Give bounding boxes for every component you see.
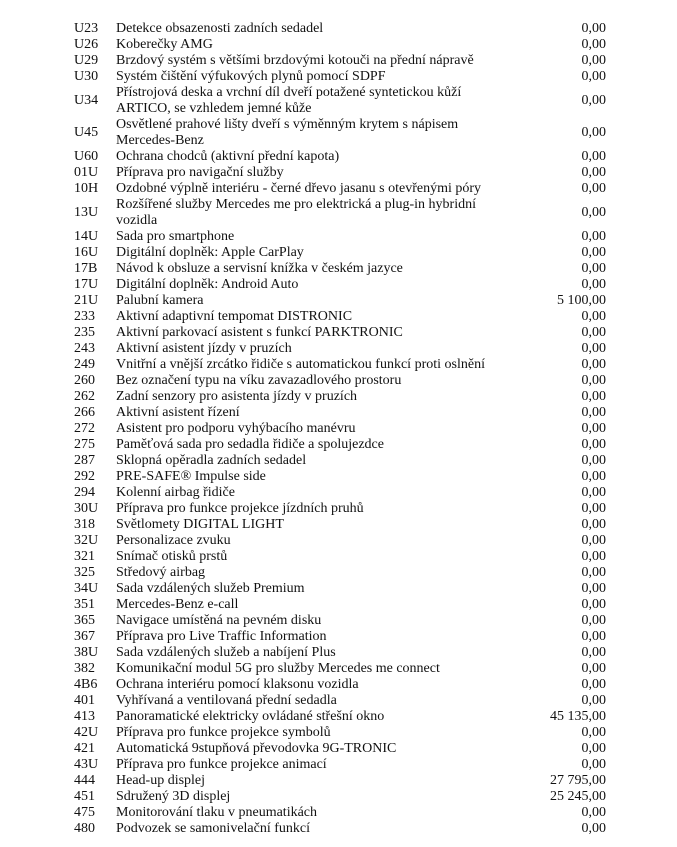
table-row	[74, 245, 606, 261]
option-price: 0,00	[581, 421, 606, 436]
option-price: 0,00	[581, 469, 606, 484]
option-price: 0,00	[581, 205, 606, 220]
option-description: Světlomety DIGITAL LIGHT	[116, 517, 284, 532]
option-code: 294	[74, 485, 95, 500]
table-row	[74, 565, 606, 581]
option-price: 0,00	[581, 405, 606, 420]
option-code: U60	[74, 149, 99, 164]
option-description: Digitální doplněk: Android Auto	[116, 277, 299, 292]
option-description: Personalizace zvuku	[116, 533, 231, 548]
table-row	[74, 821, 606, 837]
table-row	[74, 341, 606, 357]
option-description: Přístrojová deska a vrchní díl dveří potažené syntetickou kůží ARTICO, se vzhledem jemné kůže	[116, 85, 462, 116]
option-price: 0,00	[581, 581, 606, 596]
option-price: 27 795,00	[550, 773, 606, 788]
option-description: Podvozek se samonivelační funkcí	[116, 821, 311, 836]
option-price: 0,00	[581, 341, 606, 356]
option-price: 0,00	[581, 661, 606, 676]
option-price: 0,00	[581, 69, 606, 84]
table-row	[74, 453, 606, 469]
table-row	[74, 485, 606, 501]
table-row	[74, 389, 606, 405]
option-code: 382	[74, 661, 95, 676]
option-description: Paměťová sada pro sedadla řidiče a spolujezdce	[116, 437, 384, 452]
option-price: 0,00	[581, 437, 606, 452]
option-description: Asistent pro podporu vyhýbacího manévru	[116, 421, 356, 436]
option-description: PRE-SAFE® Impulse side	[116, 469, 266, 484]
option-description: Navigace umístěná na pevném disku	[116, 613, 322, 628]
option-code: 318	[74, 517, 95, 532]
option-price: 0,00	[581, 565, 606, 580]
option-code: 233	[74, 309, 95, 324]
option-code: 365	[74, 613, 95, 628]
option-code: 275	[74, 437, 95, 452]
option-code: 351	[74, 597, 95, 612]
option-description: Bez označení typu na víku zavazadlového prostoru	[116, 373, 402, 388]
table-row	[74, 69, 606, 85]
option-code: 17U	[74, 277, 99, 292]
option-code: 325	[74, 565, 95, 580]
option-price: 0,00	[581, 389, 606, 404]
option-code: 272	[74, 421, 95, 436]
option-description: Aktivní asistent jízdy v pruzích	[116, 341, 292, 356]
table-row	[74, 533, 606, 549]
table-row	[74, 725, 606, 741]
option-code: U34	[74, 93, 99, 108]
table-row	[74, 597, 606, 613]
option-price: 5 100,00	[557, 293, 606, 308]
option-price: 0,00	[581, 149, 606, 164]
option-description: Příprava pro funkce projekce symbolů	[116, 725, 331, 740]
option-description: Vnitřní a vnější zrcátko řidiče s automatickou funkcí proti oslnění	[116, 357, 485, 372]
table-row	[74, 421, 606, 437]
table-row	[74, 165, 606, 181]
option-price: 0,00	[581, 181, 606, 196]
option-price: 0,00	[581, 21, 606, 36]
option-description: Koberečky AMG	[116, 37, 213, 52]
option-code: 266	[74, 405, 95, 420]
option-price: 25 245,00	[550, 789, 606, 804]
option-description: Osvětlené prahové lišty dveří s výměnným krytem s nápisem Mercedes-Benz	[116, 117, 459, 148]
option-code: 16U	[74, 245, 99, 260]
option-price: 0,00	[581, 821, 606, 836]
option-price: 0,00	[581, 277, 606, 292]
option-code: 32U	[74, 533, 99, 548]
table-row	[74, 117, 606, 149]
option-code: U23	[74, 21, 99, 36]
option-description: Automatická 9stupňová převodovka 9G-TRONIC	[116, 741, 397, 756]
table-row	[74, 373, 606, 389]
option-description: Ochrana interiéru pomocí klaksonu vozidla	[116, 677, 359, 692]
option-price: 0,00	[581, 373, 606, 388]
option-description: Zadní senzory pro asistenta jízdy v pruzích	[116, 389, 358, 404]
option-description: Aktivní parkovací asistent s funkcí PARKTRONIC	[116, 325, 403, 340]
table-row	[74, 661, 606, 677]
option-description: Aktivní asistent řízení	[116, 405, 240, 420]
option-code: 01U	[74, 165, 99, 180]
table-row	[74, 293, 606, 309]
option-price: 0,00	[581, 533, 606, 548]
option-code: 30U	[74, 501, 99, 516]
table-row	[74, 501, 606, 517]
option-code: 42U	[74, 725, 99, 740]
option-description: Komunikační modul 5G pro služby Mercedes me connect	[116, 661, 440, 676]
option-description: Kolenní airbag řidiče	[116, 485, 235, 500]
option-description: Snímač otisků prstů	[116, 549, 228, 564]
option-code: 287	[74, 453, 95, 468]
option-code: 451	[74, 789, 95, 804]
option-code: 43U	[74, 757, 99, 772]
option-description: Rozšířené služby Mercedes me pro elektrická a plug-in hybridní vozidla	[116, 197, 476, 228]
option-description: Mercedes-Benz e-call	[116, 597, 239, 612]
option-description: Panoramatické elektricky ovládané střešní okno	[116, 709, 385, 724]
option-price: 0,00	[581, 261, 606, 276]
option-price: 0,00	[581, 357, 606, 372]
table-row	[74, 21, 606, 37]
table-row	[74, 53, 606, 69]
option-description: Příprava pro Live Traffic Information	[116, 629, 327, 644]
option-description: Příprava pro navigační služby	[116, 165, 284, 180]
options-document	[74, 21, 606, 837]
option-price: 0,00	[581, 693, 606, 708]
equipment-options-table	[74, 21, 606, 837]
table-row	[74, 549, 606, 565]
option-code: U30	[74, 69, 99, 84]
option-price: 0,00	[581, 805, 606, 820]
table-row	[74, 357, 606, 373]
table-row	[74, 709, 606, 725]
option-price: 0,00	[581, 309, 606, 324]
option-description: Ochrana chodců (aktivní přední kapota)	[116, 149, 340, 164]
table-row	[74, 757, 606, 773]
option-price: 0,00	[581, 549, 606, 564]
option-description: Palubní kamera	[116, 293, 204, 308]
option-description: Sdružený 3D displej	[116, 789, 231, 804]
option-description: Sada pro smartphone	[116, 229, 235, 244]
table-row	[74, 229, 606, 245]
table-row	[74, 181, 606, 197]
option-price: 0,00	[581, 629, 606, 644]
table-row	[74, 693, 606, 709]
option-description: Brzdový systém s většími brzdovými kotouči na přední nápravě	[116, 53, 474, 68]
option-price: 0,00	[581, 93, 606, 108]
option-code: 4B6	[74, 677, 98, 692]
option-description: Aktivní adaptivní tempomat DISTRONIC	[116, 309, 353, 324]
option-description: Head-up displej	[116, 773, 206, 788]
option-price: 0,00	[581, 597, 606, 612]
table-row	[74, 261, 606, 277]
table-row	[74, 741, 606, 757]
option-price: 0,00	[581, 645, 606, 660]
option-description: Detekce obsazenosti zadních sedadel	[116, 21, 324, 36]
option-price: 0,00	[581, 757, 606, 772]
option-description: Ozdobné výplně interiéru - černé dřevo jasanu s otevřenými póry	[116, 181, 482, 196]
table-row	[74, 277, 606, 293]
option-code: 38U	[74, 645, 99, 660]
option-code: 235	[74, 325, 95, 340]
table-row	[74, 805, 606, 821]
table-row	[74, 325, 606, 341]
option-description: Digitální doplněk: Apple CarPlay	[116, 245, 304, 260]
option-description: Sada vzdálených služeb a nabíjení Plus	[116, 645, 336, 660]
option-code: 421	[74, 741, 95, 756]
option-code: 413	[74, 709, 95, 724]
table-row	[74, 149, 606, 165]
option-price: 0,00	[581, 485, 606, 500]
option-code: 444	[74, 773, 95, 788]
table-row	[74, 645, 606, 661]
option-description: Sklopná opěradla zadních sedadel	[116, 453, 307, 468]
option-price: 0,00	[581, 37, 606, 52]
option-code: 21U	[74, 293, 99, 308]
option-description: Vyhřívaná a ventilovaná přední sedadla	[116, 693, 337, 708]
option-code: 10H	[74, 181, 99, 196]
table-row	[74, 677, 606, 693]
option-code: 249	[74, 357, 95, 372]
table-row	[74, 405, 606, 421]
option-code: 367	[74, 629, 95, 644]
option-price: 0,00	[581, 229, 606, 244]
option-code: 17B	[74, 261, 98, 276]
option-price: 0,00	[581, 125, 606, 140]
option-description: Příprava pro funkce projekce animací	[116, 757, 327, 772]
option-code: 292	[74, 469, 95, 484]
option-code: 34U	[74, 581, 99, 596]
option-code: U26	[74, 37, 99, 52]
option-code: 401	[74, 693, 95, 708]
option-description: Monitorování tlaku v pneumatikách	[116, 805, 318, 820]
option-description: Návod k obsluze a servisní knížka v českém jazyce	[116, 261, 403, 276]
option-code: 14U	[74, 229, 99, 244]
option-price: 45 135,00	[550, 709, 606, 724]
table-row	[74, 517, 606, 533]
table-row	[74, 789, 606, 805]
option-description: Sada vzdálených služeb Premium	[116, 581, 305, 596]
table-row	[74, 581, 606, 597]
option-code: 243	[74, 341, 95, 356]
option-price: 0,00	[581, 613, 606, 628]
option-code: 260	[74, 373, 95, 388]
option-price: 0,00	[581, 741, 606, 756]
table-row	[74, 309, 606, 325]
option-price: 0,00	[581, 725, 606, 740]
table-row	[74, 613, 606, 629]
option-price: 0,00	[581, 501, 606, 516]
option-code: U29	[74, 53, 99, 68]
option-code: 475	[74, 805, 95, 820]
option-price: 0,00	[581, 53, 606, 68]
option-description: Příprava pro funkce projekce jízdních pruhů	[116, 501, 364, 516]
table-row	[74, 469, 606, 485]
option-price: 0,00	[581, 325, 606, 340]
table-row	[74, 197, 606, 229]
option-code: 321	[74, 549, 95, 564]
option-code: U45	[74, 125, 99, 140]
option-price: 0,00	[581, 165, 606, 180]
option-code: 13U	[74, 205, 99, 220]
table-row	[74, 773, 606, 789]
option-code: 480	[74, 821, 95, 836]
table-row	[74, 85, 606, 117]
table-row	[74, 37, 606, 53]
option-price: 0,00	[581, 453, 606, 468]
option-code: 262	[74, 389, 95, 404]
table-row	[74, 629, 606, 645]
option-description: Systém čištění výfukových plynů pomocí SDPF	[116, 69, 386, 84]
option-price: 0,00	[581, 245, 606, 260]
table-row	[74, 437, 606, 453]
option-price: 0,00	[581, 517, 606, 532]
option-description: Středový airbag	[116, 565, 206, 580]
option-price: 0,00	[581, 677, 606, 692]
